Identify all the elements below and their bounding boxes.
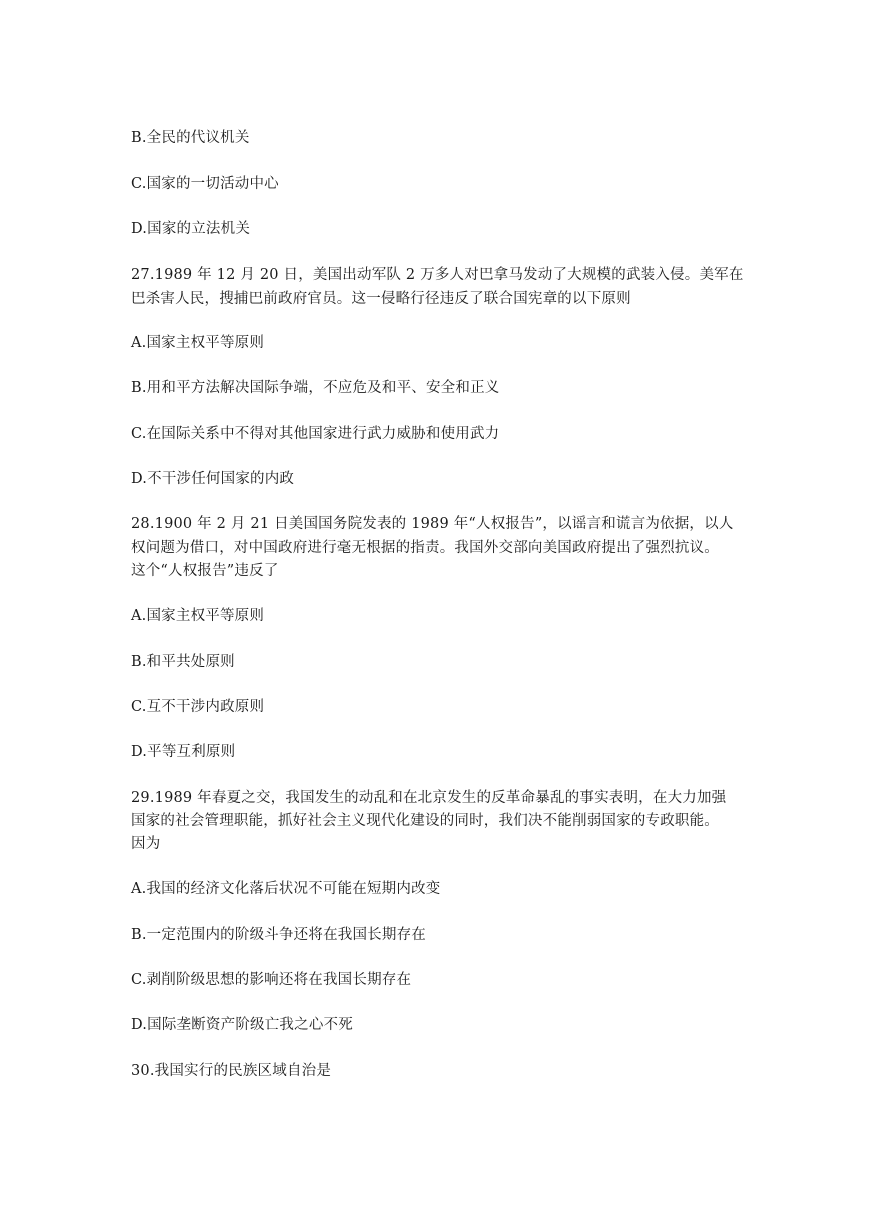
q27-option-d: D.不干涉任何国家的内政 (131, 471, 295, 487)
q28-option-c: C.互不干涉内政原则 (131, 699, 265, 715)
q30-stem-line-1: 30.我国实行的民族区域自治是 (131, 1063, 332, 1079)
q28-stem-line-2: 权问题为借口，对中国政府进行毫无根据的指责。我国外交部向美国政府提出了强烈抗议。 (131, 540, 719, 556)
q27-stem-line-1: 27.1989 年 12 月 20 日，美国出动军队 2 万多人对巴拿马发动了大规模的武装入侵。美军在 (131, 267, 744, 283)
q26-option-d: D.国家的立法机关 (131, 221, 251, 237)
q29-option-a: A.我国的经济文化落后状况不可能在短期内改变 (131, 881, 441, 897)
q29-option-d: D.国际垄断资产阶级亡我之心不死 (131, 1017, 353, 1033)
q28-option-b: B.和平共处原则 (131, 654, 235, 670)
q28-option-d: D.平等互利原则 (131, 744, 236, 760)
q27-option-c: C.在国际关系中不得对其他国家进行武力威胁和使用武力 (131, 426, 500, 442)
q27-option-b: B.用和平方法解决国际争端，不应危及和平、安全和正义 (131, 380, 500, 396)
q26-option-b: B.全民的代议机关 (131, 130, 250, 146)
q29-stem-line-2: 国家的社会管理职能，抓好社会主义现代化建设的同时，我们决不能削弱国家的专政职能。 (131, 813, 719, 829)
q29-stem-line-3: 因为 (131, 836, 161, 852)
q28-stem-line-1: 28.1900 年 2 月 21 日美国国务院发表的 1989 年“人权报告”，以谣言和谎言为依据，以人 (131, 516, 734, 532)
q26-option-c: C.国家的一切活动中心 (131, 176, 279, 192)
q28-stem-line-3: 这个“人权报告”违反了 (131, 563, 279, 579)
q27-option-a: A.国家主权平等原则 (131, 335, 265, 351)
q29-option-b: B.一定范围内的阶级斗争还将在我国长期存在 (131, 927, 426, 943)
q27-stem-line-2: 巴杀害人民，搜捕巴前政府官员。这一侵略行径违反了联合国宪章的以下原则 (131, 291, 631, 307)
q29-stem-line-1: 29.1989 年春夏之交，我国发生的动乱和在北京发生的反革命暴乱的事实表明，在大力加强 (131, 790, 727, 806)
q29-option-c: C.剥削阶级思想的影响还将在我国长期存在 (131, 972, 412, 988)
q28-option-a: A.国家主权平等原则 (131, 608, 265, 624)
